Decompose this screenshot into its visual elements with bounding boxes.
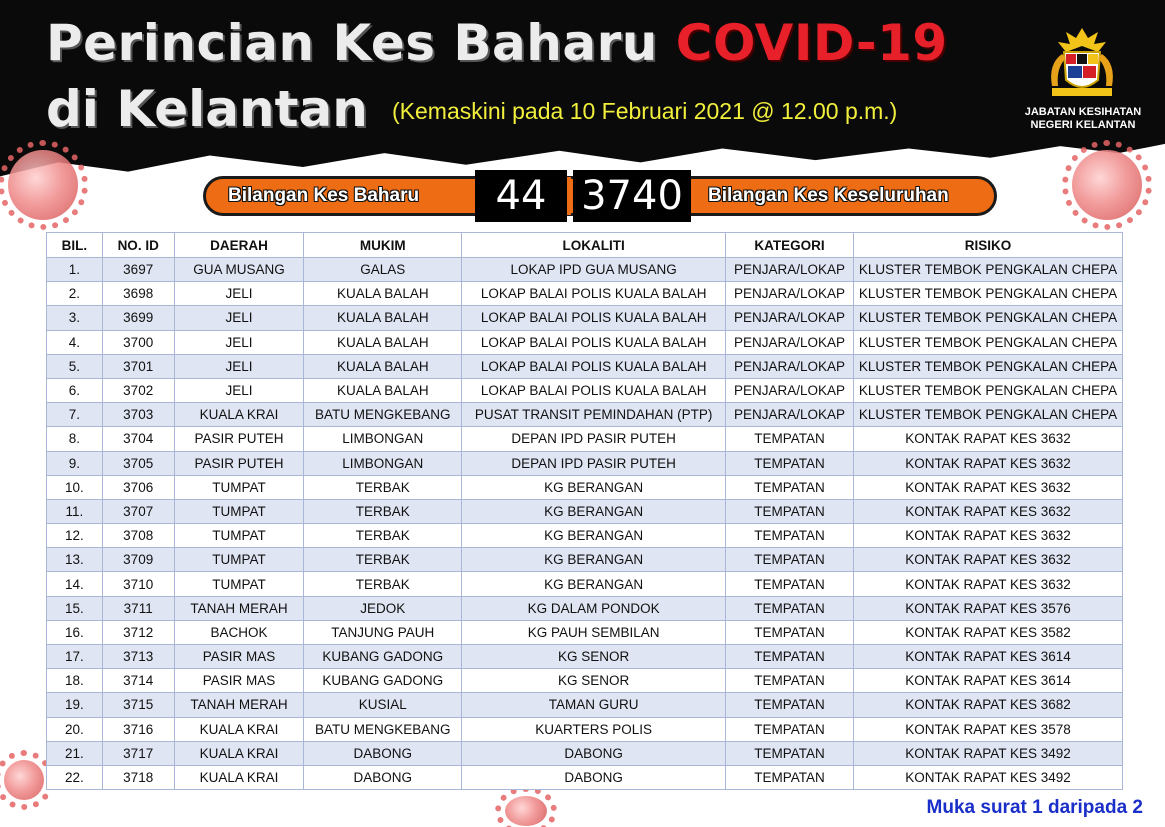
table-cell: KG SENOR: [462, 645, 726, 669]
table-cell: BATU MENGKEBANG: [304, 403, 462, 427]
table-cell: 3718: [102, 765, 174, 789]
table-cell: TANAH MERAH: [174, 596, 304, 620]
table-cell: LOKAP BALAI POLIS KUALA BALAH: [462, 354, 726, 378]
table-cell: 7.: [47, 403, 103, 427]
table-cell: LOKAP BALAI POLIS KUALA BALAH: [462, 330, 726, 354]
table-cell: TEMPATAN: [726, 572, 854, 596]
table-cell: TEMPATAN: [726, 620, 854, 644]
table-row: [47, 451, 1123, 475]
table-cell: 3706: [102, 475, 174, 499]
table-row: [47, 330, 1123, 354]
table-cell: 12.: [47, 524, 103, 548]
table-cell: PENJARA/LOKAP: [726, 354, 854, 378]
table-cell: LIMBONGAN: [304, 427, 462, 451]
table-cell: KLUSTER TEMBOK PENGKALAN CHEPA: [853, 282, 1122, 306]
table-cell: 3717: [102, 741, 174, 765]
table-cell: 3712: [102, 620, 174, 644]
table-cell: KLUSTER TEMBOK PENGKALAN CHEPA: [853, 378, 1122, 402]
table-cell: 3708: [102, 524, 174, 548]
table-cell: KONTAK RAPAT KES 3614: [853, 669, 1122, 693]
table-cell: 18.: [47, 669, 103, 693]
table-row: [47, 403, 1123, 427]
table-cell: TEMPATAN: [726, 524, 854, 548]
column-header: BIL.: [47, 233, 103, 258]
table-row: [47, 645, 1123, 669]
table-cell: 3701: [102, 354, 174, 378]
table-row: [47, 548, 1123, 572]
virus-decoration-icon: [4, 760, 44, 800]
table-cell: KLUSTER TEMBOK PENGKALAN CHEPA: [853, 403, 1122, 427]
table-row: [47, 741, 1123, 765]
table-cell: JELI: [174, 378, 304, 402]
table-header-row: [47, 233, 1123, 258]
table-cell: 3710: [102, 572, 174, 596]
table-row: [47, 669, 1123, 693]
page-title-line2: di Kelantan: [46, 80, 368, 138]
new-cases-count: 44: [475, 170, 567, 222]
table-cell: 19.: [47, 693, 103, 717]
total-cases-label: Bilangan Kes Keseluruhan: [708, 185, 949, 206]
table-row: [47, 620, 1123, 644]
table-cell: 3713: [102, 645, 174, 669]
update-timestamp: (Kemaskini pada 10 Februari 2021 @ 12.00 p.m.): [392, 98, 898, 124]
table-cell: JELI: [174, 354, 304, 378]
table-cell: KLUSTER TEMBOK PENGKALAN CHEPA: [853, 330, 1122, 354]
table-cell: PASIR PUTEH: [174, 451, 304, 475]
table-cell: KG SENOR: [462, 669, 726, 693]
table-cell: TAMAN GURU: [462, 693, 726, 717]
column-header: MUKIM: [304, 233, 462, 258]
table-cell: 1.: [47, 258, 103, 282]
table-cell: 10.: [47, 475, 103, 499]
table-cell: TEMPATAN: [726, 645, 854, 669]
table-cell: JELI: [174, 282, 304, 306]
table-row: [47, 258, 1123, 282]
virus-decoration-icon: [505, 796, 547, 826]
table-row: [47, 717, 1123, 741]
table-cell: PASIR MAS: [174, 645, 304, 669]
table-cell: 4.: [47, 330, 103, 354]
table-cell: KONTAK RAPAT KES 3492: [853, 765, 1122, 789]
table-cell: 3704: [102, 427, 174, 451]
table-cell: TEMPATAN: [726, 693, 854, 717]
table-cell: 3715: [102, 693, 174, 717]
table-cell: PASIR PUTEH: [174, 427, 304, 451]
table-cell: 3700: [102, 330, 174, 354]
table-cell: PASIR MAS: [174, 669, 304, 693]
table-cell: PUSAT TRANSIT PEMINDAHAN (PTP): [462, 403, 726, 427]
table-cell: LOKAP BALAI POLIS KUALA BALAH: [462, 378, 726, 402]
table-cell: PENJARA/LOKAP: [726, 258, 854, 282]
table-cell: 3707: [102, 499, 174, 523]
table-cell: KUALA KRAI: [174, 403, 304, 427]
table-cell: 8.: [47, 427, 103, 451]
table-row: [47, 378, 1123, 402]
table-cell: KUBANG GADONG: [304, 669, 462, 693]
table-cell: 9.: [47, 451, 103, 475]
table-cell: KG BERANGAN: [462, 475, 726, 499]
table-cell: 11.: [47, 499, 103, 523]
table-cell: KONTAK RAPAT KES 3632: [853, 475, 1122, 499]
table-cell: JELI: [174, 306, 304, 330]
table-cell: TERBAK: [304, 499, 462, 523]
table-cell: TUMPAT: [174, 475, 304, 499]
table-cell: TUMPAT: [174, 524, 304, 548]
table-cell: 3698: [102, 282, 174, 306]
table-row: [47, 282, 1123, 306]
table-cell: KONTAK RAPAT KES 3632: [853, 524, 1122, 548]
table-cell: TEMPATAN: [726, 765, 854, 789]
table-cell: TUMPAT: [174, 499, 304, 523]
table-cell: 16.: [47, 620, 103, 644]
table-cell: KG BERANGAN: [462, 499, 726, 523]
table-cell: 3702: [102, 378, 174, 402]
table-cell: KUALA KRAI: [174, 765, 304, 789]
table-cell: LOKAP IPD GUA MUSANG: [462, 258, 726, 282]
table-cell: DABONG: [304, 741, 462, 765]
table-cell: 2.: [47, 282, 103, 306]
table-cell: 21.: [47, 741, 103, 765]
table-cell: KUSIAL: [304, 693, 462, 717]
column-header: LOKALITI: [462, 233, 726, 258]
table-cell: 22.: [47, 765, 103, 789]
table-cell: KONTAK RAPAT KES 3492: [853, 741, 1122, 765]
table-row: [47, 596, 1123, 620]
table-cell: LOKAP BALAI POLIS KUALA BALAH: [462, 306, 726, 330]
table-cell: KONTAK RAPAT KES 3578: [853, 717, 1122, 741]
table-cell: TUMPAT: [174, 548, 304, 572]
table-cell: TERBAK: [304, 524, 462, 548]
table-cell: TERBAK: [304, 572, 462, 596]
table-cell: KONTAK RAPAT KES 3582: [853, 620, 1122, 644]
table-cell: 6.: [47, 378, 103, 402]
table-cell: 3699: [102, 306, 174, 330]
table-cell: KG BERANGAN: [462, 572, 726, 596]
table-row: [47, 499, 1123, 523]
table-cell: LIMBONGAN: [304, 451, 462, 475]
table-cell: 5.: [47, 354, 103, 378]
table-cell: TERBAK: [304, 548, 462, 572]
table-cell: DEPAN IPD PASIR PUTEH: [462, 427, 726, 451]
agency-logo: [1018, 24, 1148, 136]
table-cell: 3711: [102, 596, 174, 620]
table-cell: TEMPATAN: [726, 451, 854, 475]
total-cases-count: 3740: [573, 170, 691, 222]
table-cell: PENJARA/LOKAP: [726, 306, 854, 330]
table-cell: KG BERANGAN: [462, 548, 726, 572]
virus-decoration-icon: [8, 150, 78, 220]
table-cell: KUALA KRAI: [174, 741, 304, 765]
table-cell: 14.: [47, 572, 103, 596]
table-cell: 3716: [102, 717, 174, 741]
table-cell: JEDOK: [304, 596, 462, 620]
table-row: [47, 693, 1123, 717]
table-cell: KG PAUH SEMBILAN: [462, 620, 726, 644]
new-cases-label: Bilangan Kes Baharu: [228, 185, 420, 206]
table-cell: KONTAK RAPAT KES 3682: [853, 693, 1122, 717]
table-cell: KONTAK RAPAT KES 3632: [853, 499, 1122, 523]
table-cell: TEMPATAN: [726, 499, 854, 523]
table-cell: TEMPATAN: [726, 596, 854, 620]
table-cell: KUALA BALAH: [304, 354, 462, 378]
page-title: [46, 14, 948, 72]
case-details-table: [46, 232, 1123, 790]
table-cell: KONTAK RAPAT KES 3632: [853, 548, 1122, 572]
stats-divider: [567, 177, 571, 215]
table-row: [47, 765, 1123, 789]
column-header: RISIKO: [853, 233, 1122, 258]
table-cell: 3697: [102, 258, 174, 282]
table-cell: BACHOK: [174, 620, 304, 644]
table-cell: TEMPATAN: [726, 741, 854, 765]
table-row: [47, 306, 1123, 330]
agency-name: [1018, 106, 1148, 132]
table-cell: DABONG: [462, 765, 726, 789]
table-cell: TERBAK: [304, 475, 462, 499]
table-cell: 3714: [102, 669, 174, 693]
title-highlight: COVID-19: [675, 14, 948, 72]
agency-name-line2: NEGERI KELANTAN: [1030, 119, 1136, 131]
table-cell: KLUSTER TEMBOK PENGKALAN CHEPA: [853, 306, 1122, 330]
table-cell: TEMPATAN: [726, 669, 854, 693]
table-cell: TEMPATAN: [726, 717, 854, 741]
table-cell: KG DALAM PONDOK: [462, 596, 726, 620]
table-row: [47, 354, 1123, 378]
table-cell: GUA MUSANG: [174, 258, 304, 282]
table-cell: 3.: [47, 306, 103, 330]
table-cell: KONTAK RAPAT KES 3576: [853, 596, 1122, 620]
table-row: [47, 524, 1123, 548]
title-text: Perincian Kes Baharu: [46, 14, 676, 72]
table-cell: KUARTERS POLIS: [462, 717, 726, 741]
table-cell: TEMPATAN: [726, 548, 854, 572]
table-cell: KUALA BALAH: [304, 378, 462, 402]
table-cell: PENJARA/LOKAP: [726, 282, 854, 306]
table-cell: KLUSTER TEMBOK PENGKALAN CHEPA: [853, 258, 1122, 282]
column-header: DAERAH: [174, 233, 304, 258]
table-cell: KUALA BALAH: [304, 306, 462, 330]
table-cell: DABONG: [462, 741, 726, 765]
table-cell: TEMPATAN: [726, 427, 854, 451]
table-cell: GALAS: [304, 258, 462, 282]
table-cell: KONTAK RAPAT KES 3632: [853, 427, 1122, 451]
table-cell: KUBANG GADONG: [304, 645, 462, 669]
table-cell: PENJARA/LOKAP: [726, 330, 854, 354]
table-cell: DABONG: [304, 765, 462, 789]
page-indicator: Muka surat 1 daripada 2: [926, 797, 1143, 818]
table-cell: KUALA BALAH: [304, 282, 462, 306]
table-cell: KONTAK RAPAT KES 3614: [853, 645, 1122, 669]
table-row: [47, 572, 1123, 596]
table-cell: KONTAK RAPAT KES 3632: [853, 572, 1122, 596]
table-row: [47, 427, 1123, 451]
table-row: [47, 475, 1123, 499]
table-cell: JELI: [174, 330, 304, 354]
table-cell: TANAH MERAH: [174, 693, 304, 717]
table-cell: 17.: [47, 645, 103, 669]
table-cell: KLUSTER TEMBOK PENGKALAN CHEPA: [853, 354, 1122, 378]
virus-decoration-icon: [1072, 150, 1142, 220]
table-cell: BATU MENGKEBANG: [304, 717, 462, 741]
table-cell: 3705: [102, 451, 174, 475]
table-cell: 15.: [47, 596, 103, 620]
table-cell: 20.: [47, 717, 103, 741]
table-cell: KUALA BALAH: [304, 330, 462, 354]
table-cell: KUALA KRAI: [174, 717, 304, 741]
table-cell: KONTAK RAPAT KES 3632: [853, 451, 1122, 475]
table-cell: KG BERANGAN: [462, 524, 726, 548]
table-cell: 3703: [102, 403, 174, 427]
table-cell: DEPAN IPD PASIR PUTEH: [462, 451, 726, 475]
table-cell: TANJUNG PAUH: [304, 620, 462, 644]
table-cell: 13.: [47, 548, 103, 572]
table-cell: TEMPATAN: [726, 475, 854, 499]
table-cell: PENJARA/LOKAP: [726, 378, 854, 402]
table-cell: LOKAP BALAI POLIS KUALA BALAH: [462, 282, 726, 306]
table-cell: 3709: [102, 548, 174, 572]
malaysia-coat-of-arms-icon: [1032, 24, 1132, 104]
agency-name-line1: JABATAN KESIHATAN: [1024, 106, 1142, 118]
table-cell: TUMPAT: [174, 572, 304, 596]
column-header: KATEGORI: [726, 233, 854, 258]
table-cell: PENJARA/LOKAP: [726, 403, 854, 427]
column-header: NO. ID: [102, 233, 174, 258]
